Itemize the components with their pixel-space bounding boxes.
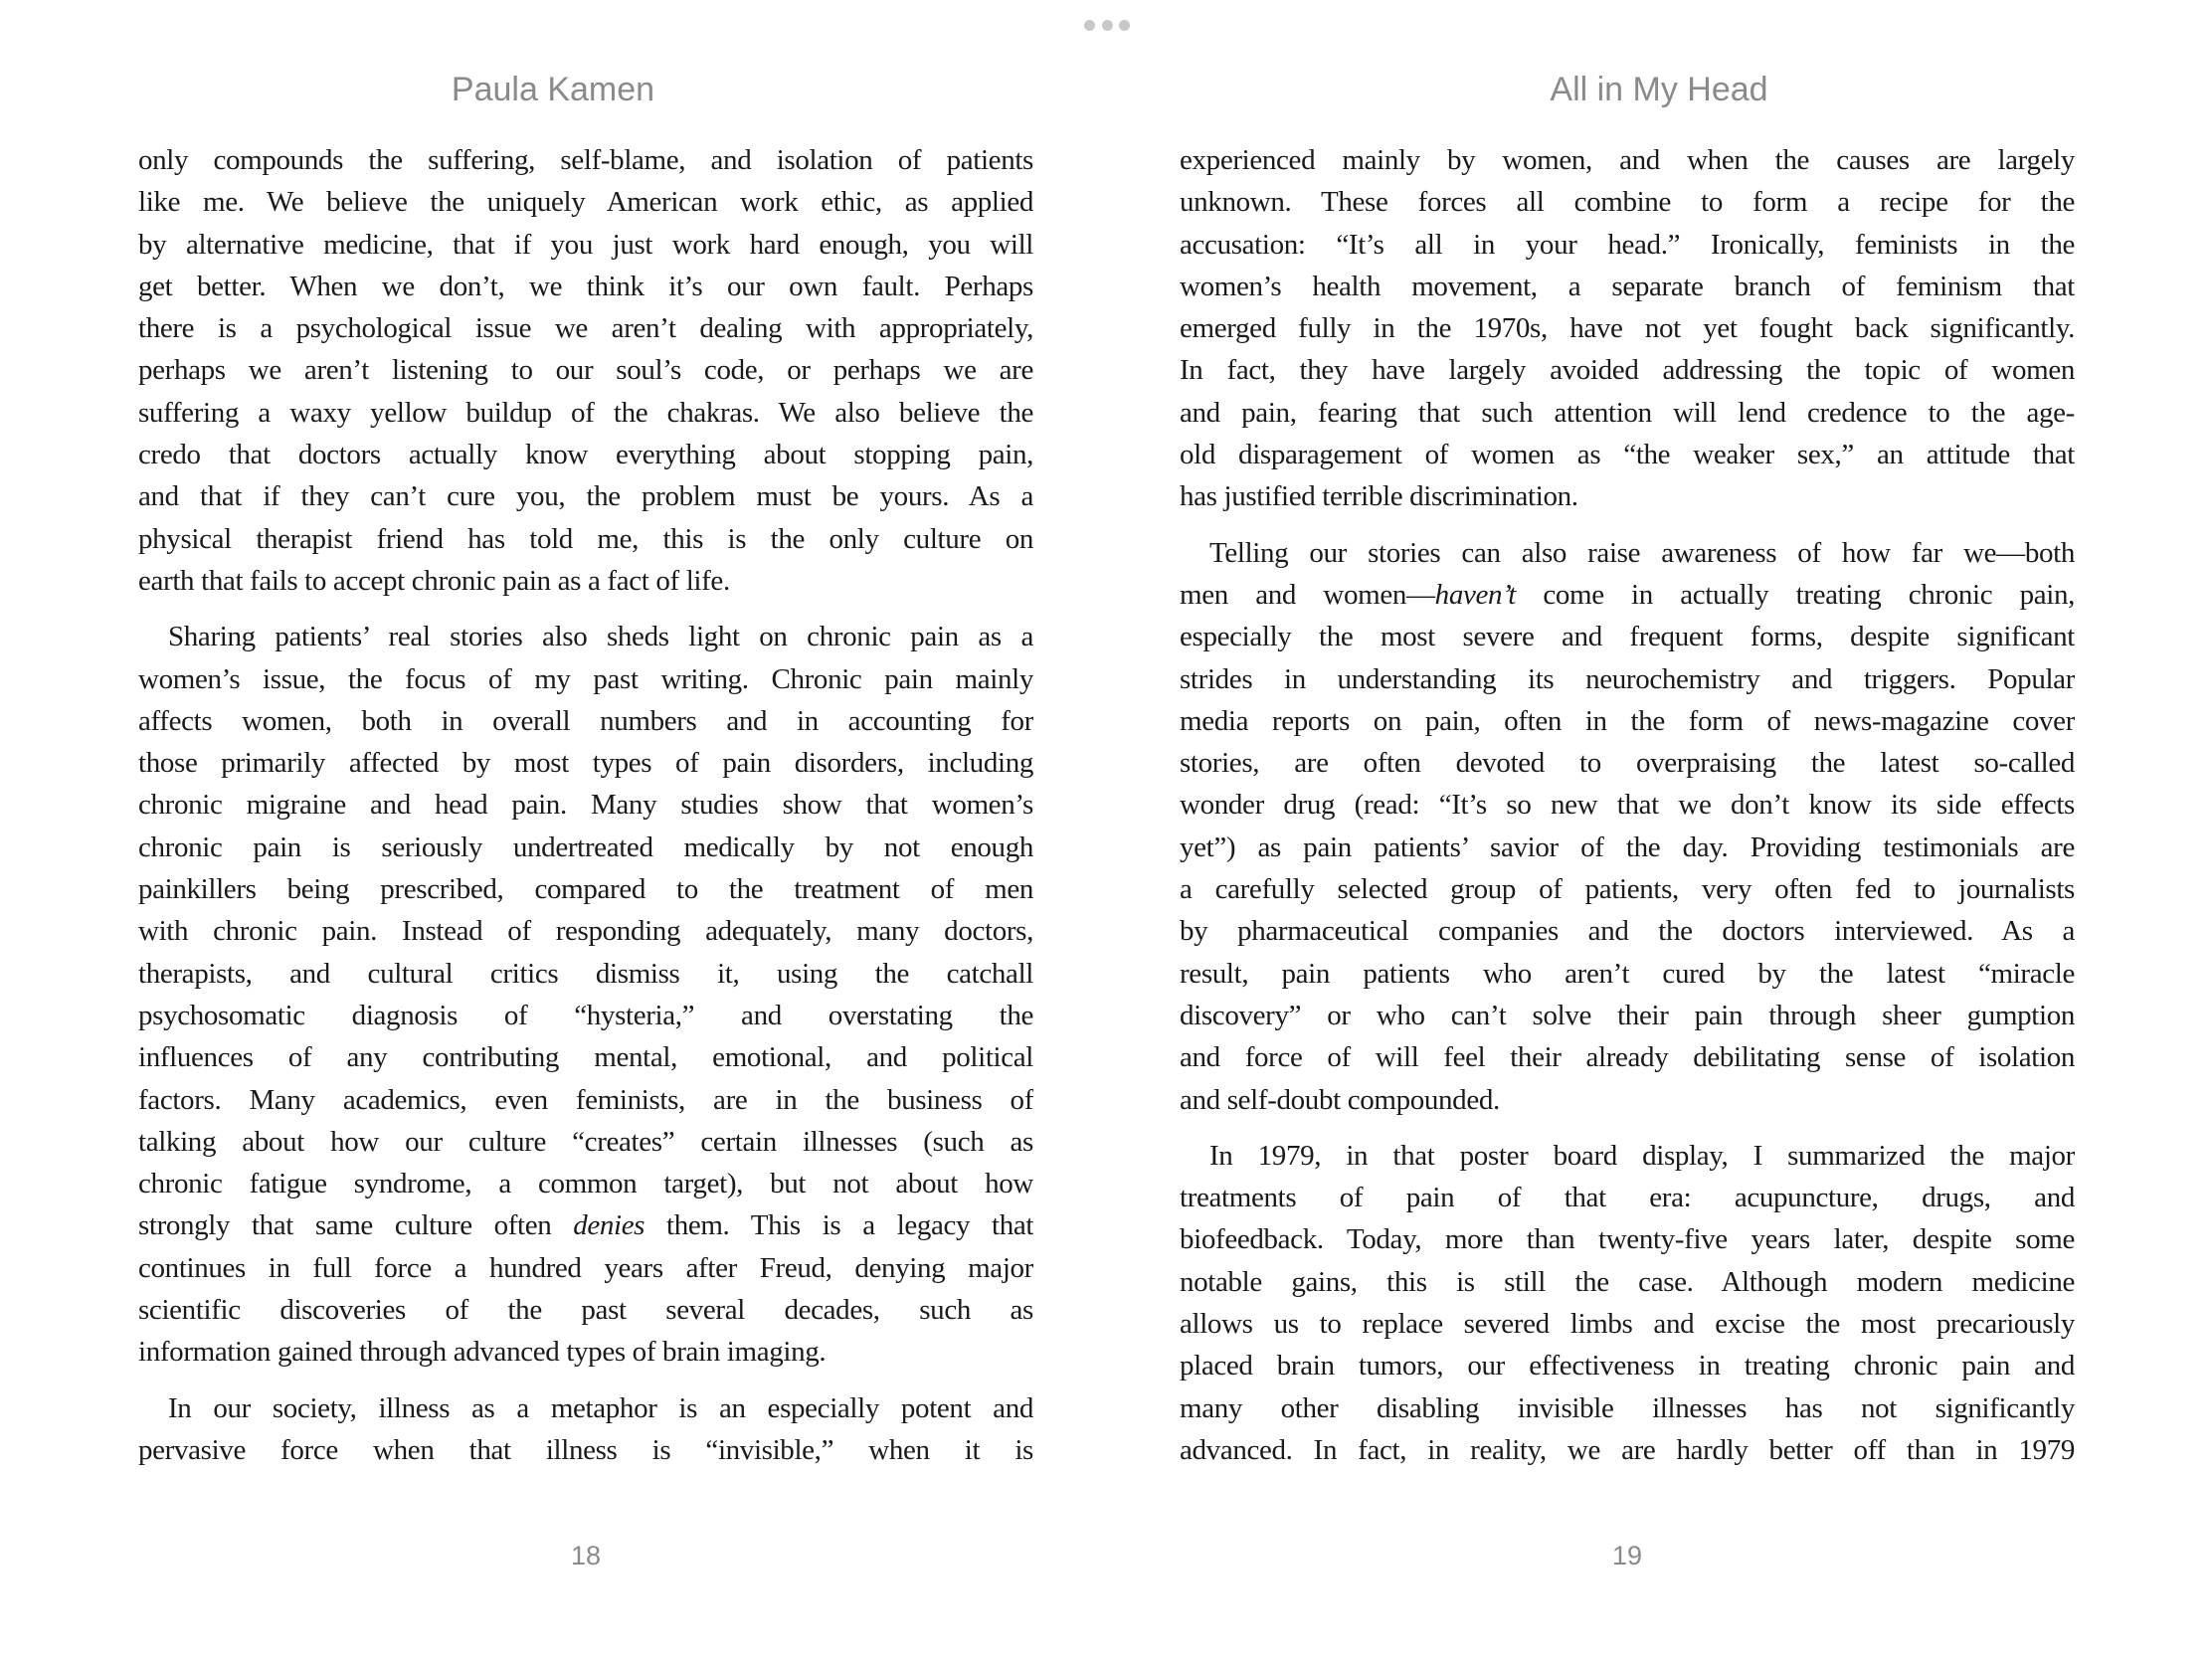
text-line: influences of any contributing mental, emotional, and political xyxy=(138,1041,1033,1074)
text-line: In 1979, in that poster board display, I summarized the major xyxy=(1209,1139,2075,1172)
dot xyxy=(1084,20,1095,31)
text-line: wonder drug (read: “It’s so new that we don’t know its side effects xyxy=(1180,789,2075,822)
text-line: In fact, they have largely avoided addressing the topic of women xyxy=(1180,354,2075,387)
text-line: biofeedback. Today, more than twenty-five years later, despite some xyxy=(1180,1223,2075,1256)
text-line: psychosomatic diagnosis of “hysteria,” and overstating the xyxy=(138,999,1033,1031)
paragraph xyxy=(1180,532,2075,1121)
text-line: discovery” or who can’t solve their pain through sheer gumption xyxy=(1180,999,2075,1031)
text-line: only compounds the suffering, self-blame, and isolation of patients xyxy=(138,144,1033,176)
text-line: physical therapist friend has told me, this is the only culture on xyxy=(138,522,1033,555)
more-dots-icon[interactable] xyxy=(1084,18,1130,32)
paragraph xyxy=(138,616,1033,1373)
text-line: accusation: “It’s all in your head.” Ironically, feminists in the xyxy=(1180,228,2075,261)
paragraph xyxy=(138,1387,1033,1472)
running-head-title: All in My Head xyxy=(1550,71,1768,108)
text-line: and pain, fearing that such attention will lend credence to the age- xyxy=(1180,396,2075,429)
text-line: allows us to replace severed limbs and excise the most precariously xyxy=(1180,1308,2075,1341)
text-line: placed brain tumors, our effectiveness in treating chronic pain and xyxy=(1180,1350,2075,1382)
text-line: talking about how our culture “creates” certain illnesses (such as xyxy=(138,1125,1033,1158)
text-line: notable gains, this is still the case. Although modern medicine xyxy=(1180,1265,2075,1298)
text-line: advanced. In fact, in reality, we are hardly better off than in 1979 xyxy=(1180,1433,2075,1466)
emphasis: denies xyxy=(573,1209,645,1242)
text-line: strongly that same culture often denies them. This is a legacy that xyxy=(138,1209,1033,1242)
text-line: media reports on pain, often in the form of news-magazine cover xyxy=(1180,704,2075,737)
paragraph xyxy=(138,139,1033,602)
text-line: women’s issue, the focus of my past writing. Chronic pain mainly xyxy=(138,662,1033,695)
text-line: old disparagement of women as “the weaker sex,” an attitude that xyxy=(1180,439,2075,471)
paragraph xyxy=(1180,1135,2075,1471)
page-number-left: 18 xyxy=(570,1541,602,1570)
text-line: and that if they can’t cure you, the problem must be yours. As a xyxy=(138,480,1033,513)
text-line: scientific discoveries of the past several decades, such as xyxy=(138,1294,1033,1327)
text-line: has justified terrible discrimination. xyxy=(1180,480,1578,513)
text-line: men and women—haven’t come in actually treating chronic pain, xyxy=(1180,578,2075,611)
text-line: by alternative medicine, that if you just work hard enough, you will xyxy=(138,228,1033,261)
text-line: factors. Many academics, even feminists, are in the business of xyxy=(138,1083,1033,1116)
text-line: a carefully selected group of patients, very often fed to journalists xyxy=(1180,873,2075,906)
text-line: painkillers being prescribed, compared to the treatment of men xyxy=(138,873,1033,906)
text-line: Sharing patients’ real stories also sheds light on chronic pain as a xyxy=(168,621,1033,653)
text-line: pervasive force when that illness is “invisible,” when it is xyxy=(138,1433,1033,1466)
page-number-right: 19 xyxy=(1611,1541,1643,1570)
text-line: treatments of pain of that era: acupuncture, drugs, and xyxy=(1180,1182,2075,1214)
text-line: by pharmaceutical companies and the doctors interviewed. As a xyxy=(1180,915,2075,948)
text-line: Telling our stories can also raise awareness of how far we—both xyxy=(1209,536,2075,569)
page-left-body xyxy=(138,139,1033,1485)
text-line: affects women, both in overall numbers and in accounting for xyxy=(138,704,1033,737)
text-line: there is a psychological issue we aren’t dealing with appropriately, xyxy=(138,312,1033,345)
text-line: with chronic pain. Instead of responding adequately, many doctors, xyxy=(138,915,1033,948)
text-line: those primarily affected by most types of pain disorders, including xyxy=(138,747,1033,780)
text-line: yet”) as pain patients’ savior of the day. Providing testimonials are xyxy=(1180,830,2075,863)
text-line: suffering a waxy yellow buildup of the chakras. We also believe the xyxy=(138,396,1033,429)
text-line: chronic migraine and head pain. Many studies show that women’s xyxy=(138,789,1033,822)
text-line: earth that fails to accept chronic pain as a fact of life. xyxy=(138,564,730,597)
text-line: many other disabling invisible illnesses has not significantly xyxy=(1180,1391,2075,1424)
text-line: strides in understanding its neurochemistry and triggers. Popular xyxy=(1180,662,2075,695)
text-line: information gained through advanced types of brain imaging. xyxy=(138,1336,827,1369)
text-line: like me. We believe the uniquely American work ethic, as applied xyxy=(138,186,1033,219)
text-line: perhaps we aren’t listening to our soul’s code, or perhaps we are xyxy=(138,354,1033,387)
emphasis: haven’t xyxy=(1434,578,1516,611)
text-line: get better. When we don’t, we think it’s our own fault. Perhaps xyxy=(138,270,1033,302)
text-line: therapists, and cultural critics dismiss it, using the catchall xyxy=(138,957,1033,990)
page-right-body xyxy=(1180,139,2075,1485)
paragraph xyxy=(1180,139,2075,518)
text-line: stories, are often devoted to overpraising the latest so-called xyxy=(1180,747,2075,780)
text-line: continues in full force a hundred years after Freud, denying major xyxy=(138,1251,1033,1284)
text-line: and self-doubt compounded. xyxy=(1180,1083,1500,1116)
text-line: especially the most severe and frequent forms, despite significant xyxy=(1180,621,2075,653)
running-head-author: Paula Kamen xyxy=(451,71,655,108)
text-line: unknown. These forces all combine to form a recipe for the xyxy=(1180,186,2075,219)
text-line: result, pain patients who aren’t cured by the latest “miracle xyxy=(1180,957,2075,990)
dot xyxy=(1102,20,1113,31)
text-line: chronic pain is seriously undertreated medically by not enough xyxy=(138,830,1033,863)
text-line: In our society, illness as a metaphor is an especially potent and xyxy=(168,1391,1033,1424)
text-line: chronic fatigue syndrome, a common target), but not about how xyxy=(138,1168,1033,1200)
text-line: credo that doctors actually know everything about stopping pain, xyxy=(138,439,1033,471)
text-line: emerged fully in the 1970s, have not yet fought back significantly. xyxy=(1180,312,2075,345)
dot xyxy=(1119,20,1130,31)
text-line: experienced mainly by women, and when the causes are largely xyxy=(1180,144,2075,176)
text-line: women’s health movement, a separate branch of feminism that xyxy=(1180,270,2075,302)
text-line: and force of will feel their already debilitating sense of isolation xyxy=(1180,1041,2075,1074)
